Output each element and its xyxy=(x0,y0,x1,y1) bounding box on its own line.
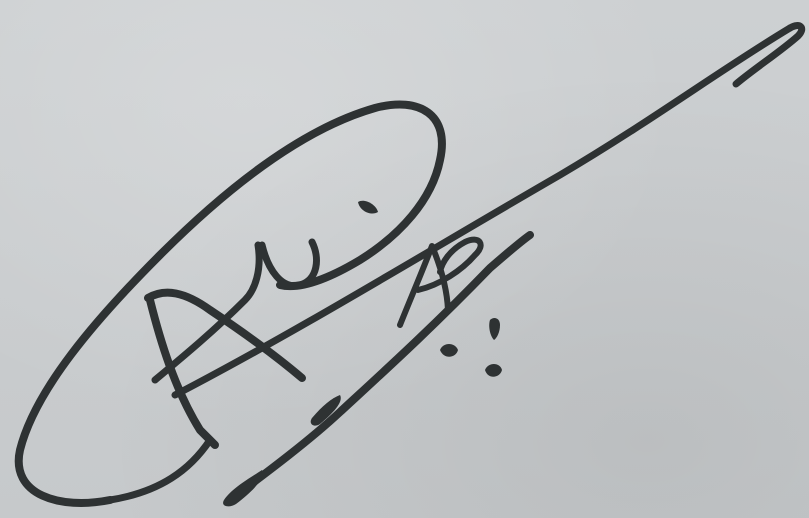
signature-oval-bottom xyxy=(110,440,210,500)
signature-oval-loop xyxy=(19,104,442,502)
signature-exclamation-dot-1 xyxy=(440,344,458,357)
signature-strokes xyxy=(19,26,802,507)
signature-long-stroke xyxy=(175,28,790,395)
signature-i-dot xyxy=(358,201,378,214)
signature-pen-start xyxy=(223,470,263,506)
signature-exclamation-dot-2 xyxy=(485,364,502,377)
signature-exclamation-stem xyxy=(489,318,500,340)
signature-squiggle xyxy=(262,242,316,286)
